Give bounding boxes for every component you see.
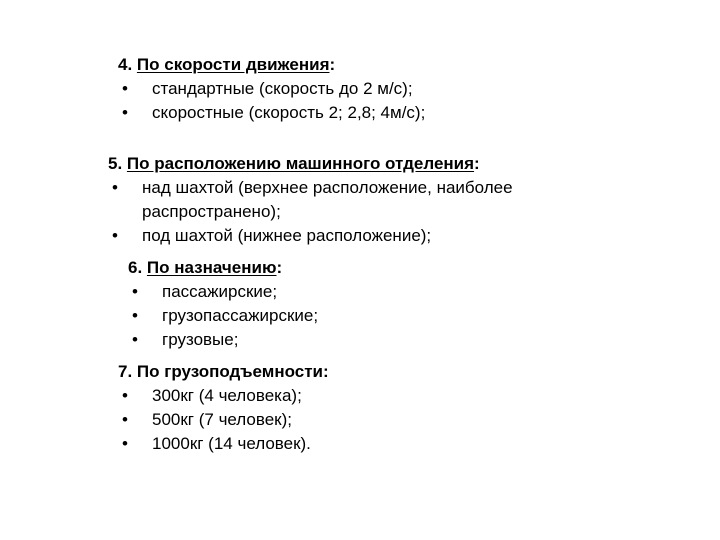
bullet: • xyxy=(122,434,128,453)
section-title: По назначению xyxy=(146,258,277,277)
section-heading xyxy=(118,360,329,384)
section-number: 5. xyxy=(108,154,123,173)
bullet: • xyxy=(132,282,138,301)
list-item-text: под шахтой (нижнее расположение); xyxy=(142,226,432,245)
list-item-text: 300кг (4 человека); xyxy=(152,386,302,405)
list-item xyxy=(128,304,318,328)
section-number: 7. xyxy=(118,362,133,381)
section-purpose xyxy=(128,256,318,352)
bullet: • xyxy=(112,178,118,197)
bullet: • xyxy=(132,306,138,325)
list-item-text: грузопассажирские; xyxy=(162,306,319,325)
section-colon: : xyxy=(329,55,336,74)
section-number: 4. xyxy=(118,55,133,74)
list-item xyxy=(118,432,329,456)
list-item-text: грузовые; xyxy=(162,330,239,349)
list-item xyxy=(108,224,513,248)
list-item-text: над шахтой (верхнее расположение, наиболее xyxy=(142,178,513,197)
list-item xyxy=(128,280,318,304)
list-item xyxy=(118,77,425,101)
list-item xyxy=(128,328,318,352)
bullet: • xyxy=(122,79,128,98)
section-machine-room xyxy=(108,152,513,248)
list-item-text: стандартные (скорость до 2 м/с); xyxy=(152,79,413,98)
list-item-text-continuation: распространено); xyxy=(142,202,281,221)
bullet: • xyxy=(122,410,128,429)
bullet: • xyxy=(122,103,128,122)
section-heading xyxy=(118,53,425,77)
section-speed xyxy=(118,53,425,125)
list-item-text: 1000кг (14 человек). xyxy=(152,434,311,453)
list-item xyxy=(118,384,329,408)
section-number: 6. xyxy=(128,258,143,277)
section-capacity xyxy=(118,360,329,456)
list-item-text: 500кг (7 человек); xyxy=(152,410,292,429)
bullet: • xyxy=(112,226,118,245)
section-title: По грузоподъемности xyxy=(136,362,323,381)
section-title: По скорости движения xyxy=(136,55,330,74)
section-colon: : xyxy=(474,154,480,173)
section-heading xyxy=(128,256,318,280)
section-colon: : xyxy=(276,258,283,277)
list-item xyxy=(108,176,513,224)
section-title: По расположению машинного отделения xyxy=(126,154,475,173)
list-item-text: скоростные (скорость 2; 2,8; 4м/с); xyxy=(152,103,426,122)
bullet: • xyxy=(122,386,128,405)
section-colon: : xyxy=(322,362,329,381)
list-item xyxy=(118,408,329,432)
list-item xyxy=(118,101,425,125)
section-heading xyxy=(108,152,513,176)
bullet: • xyxy=(132,330,138,349)
list-item-text: пассажирские; xyxy=(162,282,278,301)
